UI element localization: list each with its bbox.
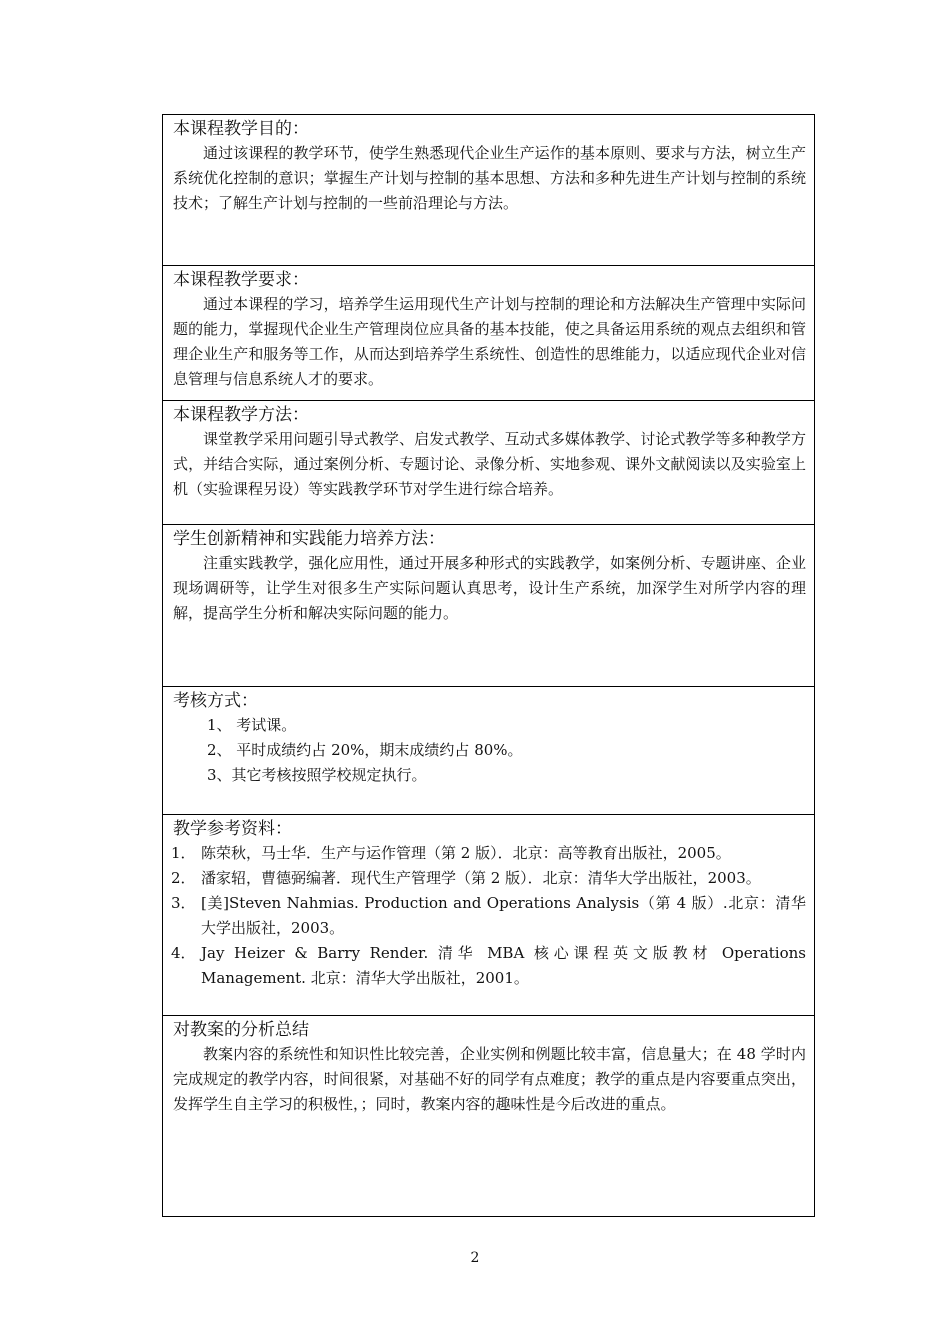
- syllabus-table: [162, 114, 815, 1217]
- row-summary: [163, 1016, 815, 1217]
- row-requirement: [163, 266, 815, 401]
- cell-requirement: [163, 266, 815, 401]
- page-number: 2: [470, 1250, 480, 1266]
- section-text-goal: 通过该课程的教学环节，使学生熟悉现代企业生产运作的基本原则、要求与方法，树立生产系统优化控制的意识；掌握生产计划与控制的基本思想、方法和多种先进生产计划与控制的系统技术；了解生产计划与控制的一些前沿理论与方法。: [173, 144, 806, 212]
- cell-goal: [163, 115, 815, 266]
- section-title-requirement: 本课程教学要求：: [173, 270, 309, 290]
- cell-references: [163, 815, 815, 1016]
- section-text-innovation: 注重实践教学，强化应用性，通过开展多种形式的实践教学，如案例分析、专题讲座、企业现场调研等，让学生对很多生产实际问题认真思考，设计生产系统，加深学生对所学内容的理解，提高学生分析和解决实际问题的能力。: [173, 554, 806, 622]
- reference-number: 2．: [171, 869, 196, 887]
- reference-item: [171, 941, 806, 991]
- reference-item: [171, 841, 806, 866]
- reference-number: 4．: [171, 944, 196, 962]
- reference-number: 3．: [171, 894, 196, 912]
- assessment-item: 2、 平时成绩约占 20%，期末成绩约占 80%。: [207, 741, 523, 759]
- section-text-requirement: 通过本课程的学习，培养学生运用现代生产计划与控制的理论和方法解决生产管理中实际问题的能力，掌握现代企业生产管理岗位应具备的基本技能，使之具备运用系统的观点去组织和管理企业生产和服务等工作，从而达到培养学生系统性、创造性的思维能力，以适应现代企业对信息管理与信息系统人才的要求。: [173, 295, 806, 388]
- section-title-summary: 对教案的分析总结: [173, 1020, 309, 1040]
- cell-innovation: [163, 525, 815, 687]
- row-innovation: [163, 525, 815, 687]
- row-references: [163, 815, 815, 1016]
- row-method: [163, 401, 815, 525]
- reference-text: [美]Steven Nahmias. Production and Operations Analysis（第 4 版）.北京：清华大学出版社，2003。: [201, 894, 806, 937]
- section-text-summary: 教案内容的系统性和知识性比较完善，企业实例和例题比较丰富，信息量大；在 48 学时内完成规定的教学内容，时间很紧，对基础不好的同学有点难度；教学的重点是内容要重点突出，发挥学生自主学习的积极性，；同时，教案内容的趣味性是今后改进的重点。: [173, 1045, 806, 1113]
- row-goal: [163, 115, 815, 266]
- section-title-goal: 本课程教学目的：: [173, 119, 309, 139]
- reference-number: 1．: [171, 844, 196, 862]
- reference-text: 陈荣秋，马士华．生产与运作管理（第 2 版）．北京：高等教育出版社，2005。: [201, 844, 731, 862]
- reference-item: [171, 866, 806, 891]
- section-title-assessment: 考核方式：: [173, 691, 258, 711]
- reference-text: 潘家轺，曹德弼编著．现代生产管理学（第 2 版）．北京：清华大学出版社，2003。: [201, 869, 761, 887]
- row-assessment: [163, 687, 815, 815]
- reference-item: [171, 891, 806, 941]
- reference-text: Jay Heizer & Barry Render. 清华 MBA 核心课程英文版教材 Operations Management. 北京：清华大学出版社，2001。: [201, 944, 806, 987]
- assessment-item: 1、 考试课。: [207, 716, 297, 734]
- cell-assessment: [163, 687, 815, 815]
- section-title-method: 本课程教学方法：: [173, 405, 309, 425]
- section-text-method: 课堂教学采用问题引导式教学、启发式教学、互动式多媒体教学、讨论式教学等多种教学方式，并结合实际，通过案例分析、专题讨论、录像分析、实地参观、课外文献阅读以及实验室上机（实验课程另设）等实践教学环节对学生进行综合培养。: [173, 430, 806, 498]
- section-title-innovation: 学生创新精神和实践能力培养方法：: [173, 529, 445, 549]
- cell-method: [163, 401, 815, 525]
- section-title-references: 教学参考资料：: [173, 819, 292, 839]
- cell-summary: [163, 1016, 815, 1217]
- assessment-item: 3、其它考核按照学校规定执行。: [207, 766, 427, 784]
